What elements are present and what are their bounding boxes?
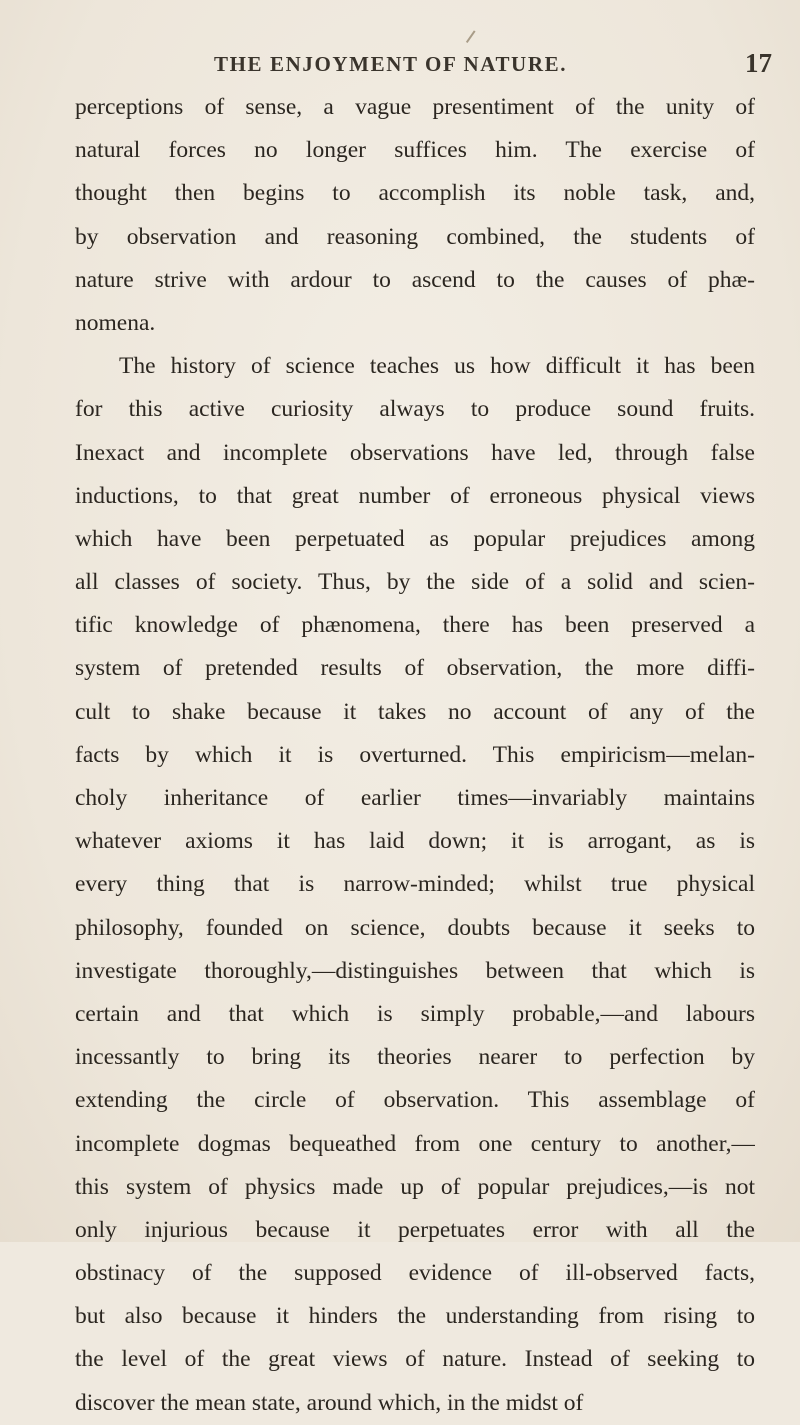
text-line: nomena. [75, 309, 156, 336]
page-number: 17 [745, 48, 772, 78]
text-line: tific knowledge of phænomena, there has been preserved a [75, 612, 755, 639]
text-line: choly inheritance of earlier times—invariably maintains [75, 785, 755, 811]
text-line: natural forces no longer suffices him. The exercise of [75, 137, 755, 164]
text-line: this system of physics made up of popular prejudices,—is not [75, 1173, 755, 1200]
text-line: cult to shake because it takes no account of any of the [75, 698, 755, 725]
text-line: Inexact and incomplete observations have led, through false [75, 439, 755, 466]
text-line: inductions, to that great number of erroneous physical views [75, 482, 755, 509]
text-line: facts by which it is overturned. This empiricism—melan- [75, 741, 755, 768]
text-line: nature strive with ardour to ascend to the causes of phæ- [75, 266, 755, 293]
body-text [75, 86, 755, 1425]
text-line: which have been perpetuated as popular prejudices among [75, 525, 755, 552]
text-line: the level of the great views of nature. Instead of seeking to [75, 1346, 755, 1373]
text-line: by observation and reasoning combined, the students of [75, 223, 755, 250]
text-line: only injurious because it perpetuates error with all the [75, 1216, 755, 1243]
text-line: thought then begins to accomplish its noble task, and, [75, 180, 755, 207]
text-line: The history of science teaches us how difficult it has been [119, 353, 755, 380]
text-line: for this active curiosity always to produce sound fruits. [75, 396, 755, 423]
text-line: incessantly to bring its theories nearer to perfection by [75, 1044, 755, 1071]
text-line: investigate thoroughly,—distinguishes between that which is [75, 957, 755, 984]
text-line: whatever axioms it has laid down; it is arrogant, as is [75, 828, 755, 855]
text-line: system of pretended results of observation, the more diffi- [75, 655, 755, 682]
text-line: obstinacy of the supposed evidence of ill-observed facts, [75, 1260, 755, 1287]
text-line: extending the circle of observation. This assemblage of [75, 1087, 755, 1114]
ink-mark [466, 30, 482, 47]
text-line: discover the mean state, around which, in the midst of [75, 1389, 584, 1416]
text-line: incomplete dogmas bequeathed from one century to another,— [75, 1130, 755, 1157]
text-line: philosophy, founded on science, doubts because it seeks to [75, 914, 755, 941]
text-line: perceptions of sense, a vague presentiment of the unity of [75, 94, 755, 120]
text-line: every thing that is narrow-minded; whilst true physical [75, 871, 755, 898]
text-line: all classes of society. Thus, by the side of a solid and scien- [75, 569, 755, 596]
running-title: THE ENJOYMENT OF NATURE. [214, 52, 568, 76]
text-line: but also because it hinders the understanding from rising to [75, 1303, 755, 1330]
text-line: certain and that which is simply probable,—and labours [75, 1000, 755, 1027]
page-header [214, 48, 772, 88]
